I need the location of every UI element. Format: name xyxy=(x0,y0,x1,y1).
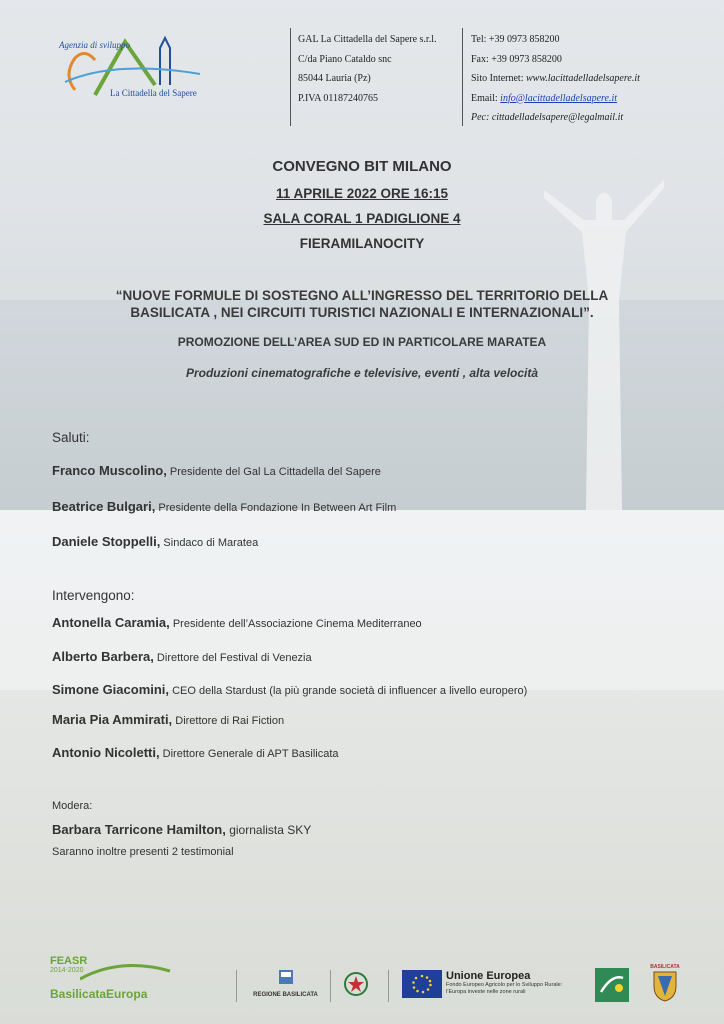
speaker-row: Franco Muscolino, Presidente del Gal La Cittadella del Sapere xyxy=(52,463,381,478)
company-vat: P.IVA 01187240765 xyxy=(298,92,379,104)
event-venue: FIERAMILANOCITY xyxy=(299,236,425,251)
footer-divider xyxy=(388,970,389,1002)
gal-logo xyxy=(55,30,205,105)
testimonial-note: Saranno inoltre presenti 2 testimonial xyxy=(52,846,234,858)
moderator-row: Barbara Tarricone Hamilton, giornalista SKY xyxy=(52,822,312,837)
speaker-row: Daniele Stoppelli, Sindaco di Maratea xyxy=(52,534,259,549)
quote-line-2: BASILICATA , NEI CIRCUITI TURISTICI NAZIONALI E INTERNAZIONALI”. xyxy=(130,305,594,320)
company-info xyxy=(298,30,436,108)
footer-divider xyxy=(330,970,331,1002)
logo-tagline: Agenzia di sviluppo xyxy=(59,40,130,50)
eu-text: Unione Europea Fondo Europeo Agricolo per lo Sviluppo Rurale: l’Europa investe nelle zone rurali xyxy=(446,970,563,995)
speaker-row: Maria Pia Ammirati, Direttore di Rai Fiction xyxy=(52,712,285,727)
leader-logo xyxy=(595,968,629,1002)
contact-pec: Pec: cittadelladelsapere@legalmail.it xyxy=(471,112,624,123)
contact-site: Sito Internet: www.lacittadelladelsapere.it xyxy=(471,73,640,84)
speaker-row: Alberto Barbera, Direttore del Festival di Venezia xyxy=(52,649,312,664)
promo-text: PROMOZIONE DELL’AREA SUD ED IN PARTICOLARE MARATEA xyxy=(177,335,547,349)
speaker-row: Beatrice Bulgari, Presidente della Fondazione In Between Art Film xyxy=(52,499,397,514)
contact-email: Email: info@lacittadelladelsapere.it xyxy=(471,92,618,104)
company-name: GAL La Cittadella del Sapere s.r.l. xyxy=(298,34,437,45)
quote-line-1: “NUOVE FORMULE DI SOSTEGNO ALL’INGRESSO DEL TERRITORIO DELLA xyxy=(115,288,609,303)
contact-tel: Tel: +39 0973 858200 xyxy=(471,34,560,45)
event-title: CONVEGNO BIT MILANO xyxy=(272,158,452,175)
saluti-heading: Saluti: xyxy=(52,430,90,445)
event-room: SALA CORAL 1 PADIGLIONE 4 xyxy=(263,211,461,226)
basilicata-crest: BASILICATA xyxy=(650,964,680,1004)
company-city: 85044 Lauria (Pz) xyxy=(298,73,371,84)
footer-divider xyxy=(236,970,237,1002)
italian-emblem-icon xyxy=(343,970,369,1000)
crest-icon xyxy=(650,970,680,1002)
speaker-row: Antonio Nicoletti, Direttore Generale di APT Basilicata xyxy=(52,745,339,760)
header-divider xyxy=(290,28,291,126)
productions-text: Produzioni cinematografiche e televisive, eventi , alta velocità xyxy=(185,366,539,380)
site-link[interactable]: www.lacittadelladelsapere.it xyxy=(526,73,640,84)
email-link[interactable]: info@lacittadelladelsapere.it xyxy=(500,92,618,104)
intervengono-heading: Intervengono: xyxy=(52,588,135,603)
header-divider xyxy=(462,28,463,126)
contact-info xyxy=(471,30,640,128)
regione-logo: REGIONE BASILICATA xyxy=(248,970,323,1004)
company-address: C/da Piano Cataldo snc xyxy=(298,53,392,65)
modera-heading: Modera: xyxy=(52,800,93,812)
contact-fax: Fax: +39 0973 858200 xyxy=(471,53,562,65)
logo-name: La Cittadella del Sapere xyxy=(110,88,197,98)
speaker-row: Antonella Caramia, Presidente dell’Associazione Cinema Mediterraneo xyxy=(52,615,422,630)
event-date: 11 APRILE 2022 ORE 16:15 xyxy=(275,186,449,201)
eu-flag-icon xyxy=(402,970,442,998)
speaker-row: Simone Giacomini, CEO della Stardust (la più grande società di influencer a livello europero) xyxy=(52,682,528,697)
feasr-logo: FEASR 2014-2020 BasilicataEuropa xyxy=(50,955,160,1005)
